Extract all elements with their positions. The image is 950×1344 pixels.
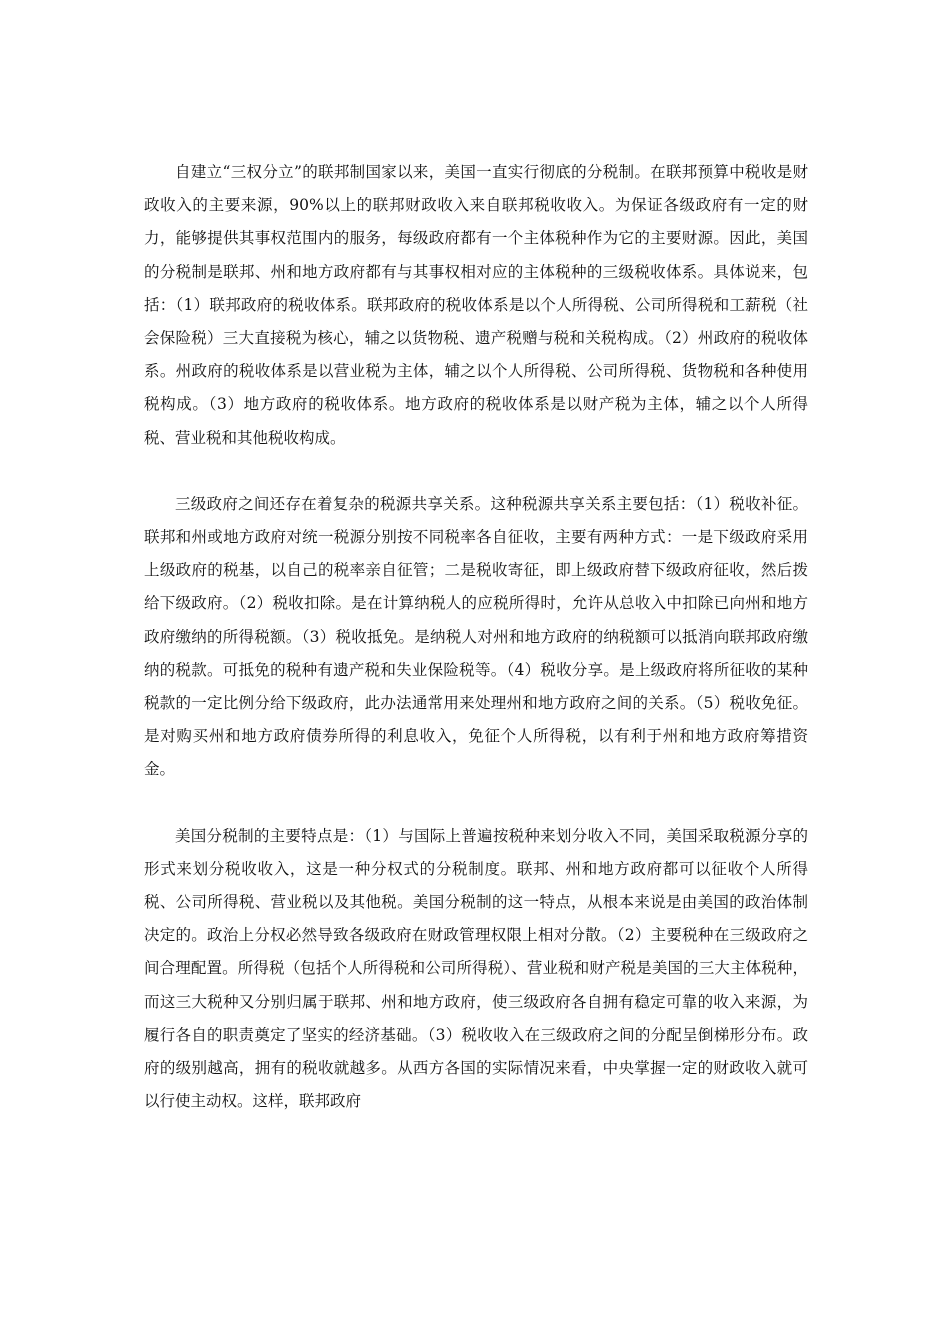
- paragraph-main-characteristics: 美国分税制的主要特点是：（1）与国际上普遍按税种来划分收入不同，美国采取税源分享的形式来划分税收收入，这是一种分权式的分税制度。联邦、州和地方政府都可以征收个人所得税、公司所得税、营业税以及其他税。美国分税制的这一特点，从根本来说是由美国的政治体制决定的。政治上分权必然导致各级政府在财政管理权限上相对分散。（2）主要税种在三级政府之间合理配置。所得税（包括个人所得税和公司所得税）、营业税和财产税是美国的三大主体税种，而这三大税种又分别归属于联邦、州和地方政府，使三级政府各自拥有稳定可靠的收入来源，为履行各自的职责奠定了坚实的经济基础。（3）税收收入在三级政府之间的分配呈倒梯形分布。政府的级别越高，拥有的税收就越多。从西方各国的实际情况来看，中央掌握一定的财政收入就可以行使主动权。这样，联邦政府: [144, 826, 808, 1111]
- paragraph-tax-source-sharing: 三级政府之间还存在着复杂的税源共享关系。这种税源共享关系主要包括：（1）税收补征。联邦和州或地方政府对统一税源分别按不同税率各自征收，主要有两种方式：一是下级政府采用上级政府的税基，以自己的税率亲自征管；二是税收寄征，即上级政府替下级政府征收，然后拨给下级政府。（2）税收扣除。是在计算纳税人的应税所得时，允许从总收入中扣除已向州和地方政府缴纳的所得税额。（3）税收抵免。是纳税人对州和地方政府的纳税额可以抵消向联邦政府缴纳的税款。可抵免的税种有遗产税和失业保险税等。（4）税收分享。是上级政府将所征收的某种税款的一定比例分给下级政府，此办法通常用来处理州和地方政府之间的关系。（5）税收免征。是对购买州和地方政府债券所得的利息收入，免征个人所得税，以有利于州和地方政府筹措资金。: [144, 494, 808, 779]
- paragraph-federal-tax-system: 自建立“三权分立”的联邦制国家以来，美国一直实行彻底的分税制。在联邦预算中税收是财政收入的主要来源，90%以上的联邦财政收入来自联邦税收收入。为保证各级政府有一定的财力，能够提供其事权范围内的服务，每级政府都有一个主体税种作为它的主要财源。因此，美国的分税制是联邦、州和地方政府都有与其事权相对应的主体税种的三级税收体系。具体说来，包括：（1）联邦政府的税收体系。联邦政府的税收体系是以个人所得税、公司所得税和工薪税（社会保险税）三大直接税为核心，辅之以货物税、遗产税赠与税和关税构成。（2）州政府的税收体系。州政府的税收体系是以营业税为主体，辅之以个人所得税、公司所得税、货物税和各种使用税构成。（3）地方政府的税收体系。地方政府的税收体系是以财产税为主体，辅之以个人所得税、营业税和其他税收构成。: [144, 163, 808, 447]
- document-body: [144, 156, 808, 1151]
